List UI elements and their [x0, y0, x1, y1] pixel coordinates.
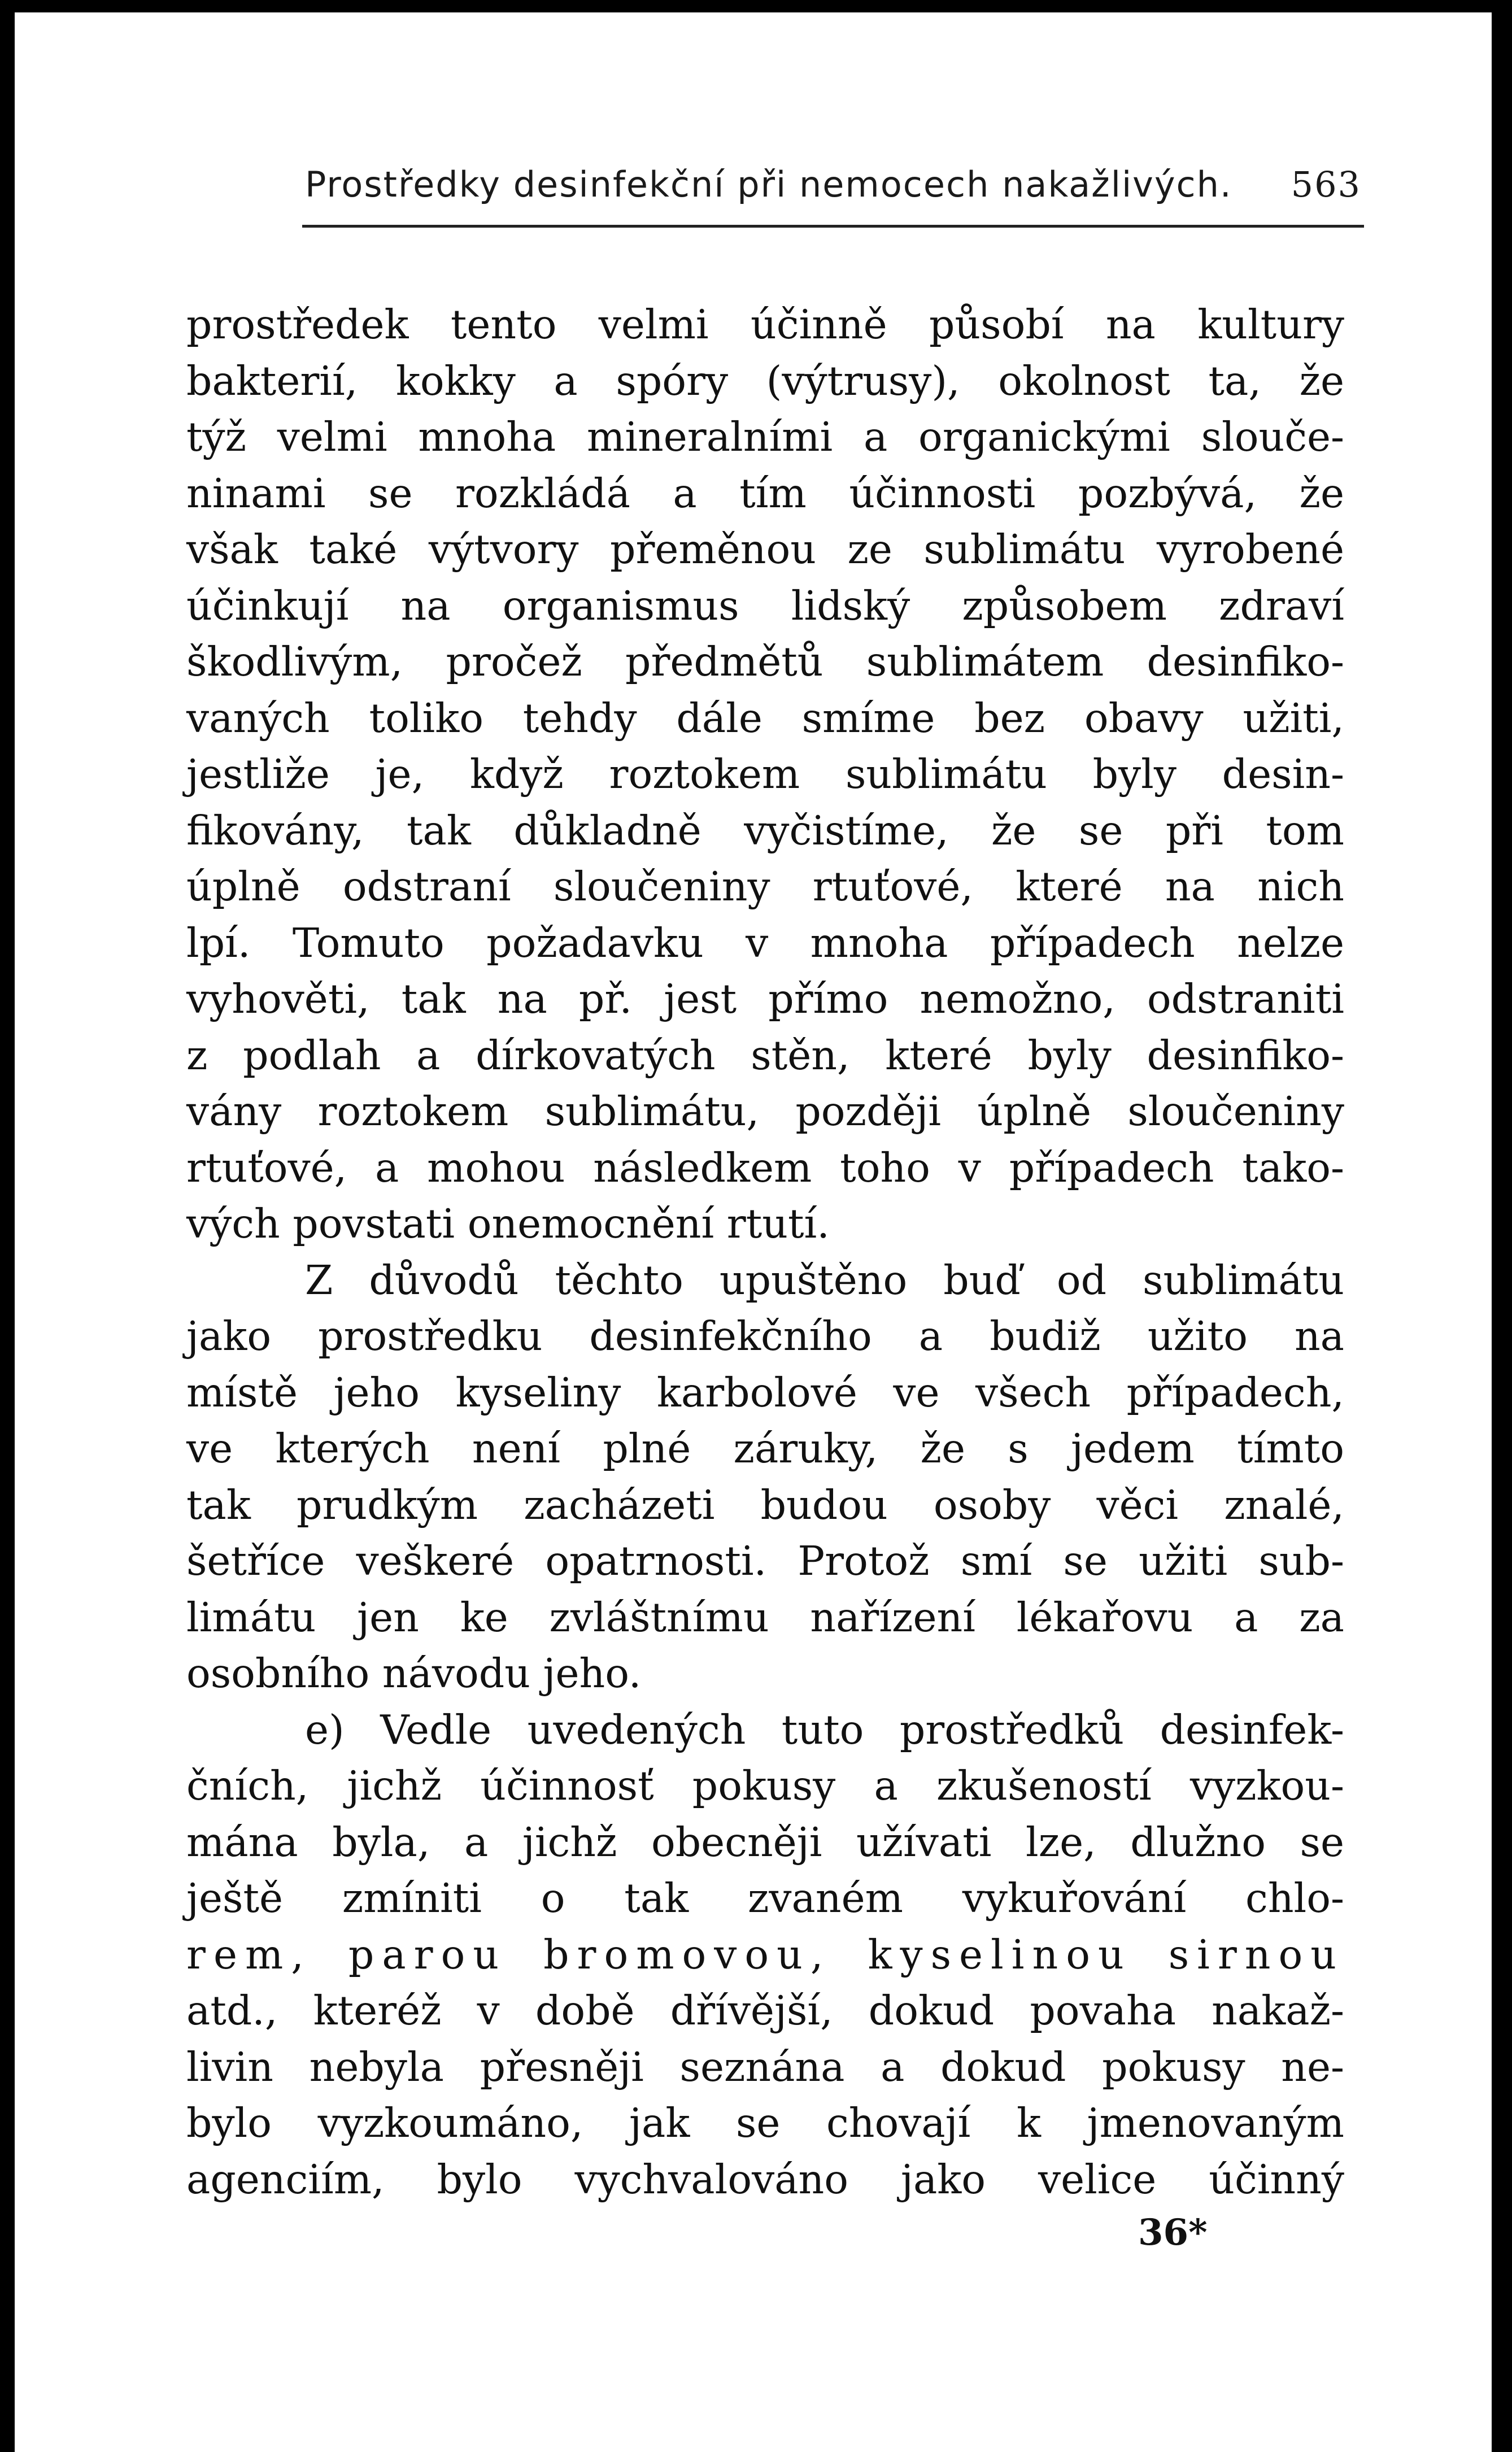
text-line: tak prudkým zacházeti budou osoby věci znalé,: [186, 1481, 1344, 1528]
text-line: Z důvodů těchto upuštěno buď od sublimátu: [305, 1256, 1344, 1304]
scan-border-left: [0, 0, 15, 2452]
text-line: ve kterých není plné záruky, že s jedem tímto: [186, 1425, 1344, 1472]
text-line: vých povstati onemocnění rtutí.: [186, 1200, 830, 1247]
text-line: vaných toliko tehdy dále smíme bez obavy užiti,: [186, 694, 1344, 742]
text-line: účinkují na organismus lidský způsobem zdraví: [186, 582, 1344, 629]
page-number: 563: [1291, 164, 1361, 205]
text-line: prostředek tento velmi účinně působí na kultury: [186, 301, 1344, 348]
text-line: však také výtvory přeměnou ze sublimátu vyrobené: [186, 526, 1344, 573]
text-line: z podlah a dírkovatých stěn, které byly desinfiko-: [186, 1031, 1344, 1079]
text-line: osobního návodu jeho.: [186, 1650, 642, 1697]
text-line: úplně odstraní sloučeniny rtuťové, které na nich: [186, 863, 1344, 910]
text-line: jestliže je, když roztokem sublimátu byly desin-: [186, 751, 1344, 798]
text-line: livin nebyla přesněji seznána a dokud pokusy ne-: [186, 2043, 1344, 2090]
text-line: rtuťové, a mohou následkem toho v případech tako-: [186, 1144, 1344, 1191]
text-line: agenciím, bylo vychvalováno jako velice účinný: [186, 2155, 1344, 2203]
text-line: e) Vedle uvedených tuto prostředků desinfek-: [305, 1706, 1344, 1753]
header-title: Prostředky desinfekční při nemocech nakažlivých.: [305, 164, 1232, 205]
header-rule: [302, 225, 1364, 228]
text-line: limátu jen ke zvláštnímu nařízení lékařovu a za: [186, 1593, 1344, 1641]
text-line: bylo vyzkoumáno, jak se chovají k jmenovaným: [186, 2100, 1344, 2146]
text-line: týž velmi mnoha mineralními a organickými slouče-: [186, 413, 1344, 460]
body-text: [186, 297, 1344, 2207]
signature-mark: 36*: [1138, 2211, 1208, 2254]
text-line: fikovány, tak důkladně vyčistíme, že se při tom: [186, 807, 1344, 854]
text-line: místě jeho kyseliny karbolové ve všech případech,: [186, 1369, 1344, 1416]
text-line: šetříce veškeré opatrnosti. Protož smí se užiti sub-: [186, 1538, 1344, 1584]
text-line: vyhověti, tak na př. jest přímo nemožno, odstraniti: [186, 975, 1344, 1022]
text-line: čních, jichž účinnosť pokusy a zkušeností vyzkou-: [186, 1762, 1344, 1809]
text-line: bakterií, kokky a spóry (výtrusy), okolnost ta, že: [186, 357, 1344, 404]
text-line: ještě zmíniti o tak zvaném vykuřování chlo-: [186, 1875, 1344, 1922]
text-line: mána byla, a jichž obecněji užívati lze, dlužno se: [186, 1818, 1344, 1866]
running-header: [305, 164, 1361, 220]
text-line: ninami se rozkládá a tím účinnosti pozbývá, že: [186, 469, 1344, 517]
text-line: atd., kteréž v době dřívější, dokud povaha nakaž-: [186, 1987, 1344, 2034]
text-line: vány roztokem sublimátu, později úplně sloučeniny: [186, 1088, 1344, 1135]
scan-border-top: [0, 0, 1512, 12]
text-line: jako prostředku desinfekčního a budiž užito na: [186, 1313, 1344, 1360]
scan-border-right: [1492, 0, 1512, 2452]
text-line: lpí. Tomuto požadavku v mnoha případech nelze: [186, 919, 1344, 966]
text-line: škodlivým, pročež předmětů sublimátem desinfiko-: [186, 638, 1344, 685]
text-line: rem, parou bromovou, kyselinou sirnou: [186, 1931, 1344, 1978]
